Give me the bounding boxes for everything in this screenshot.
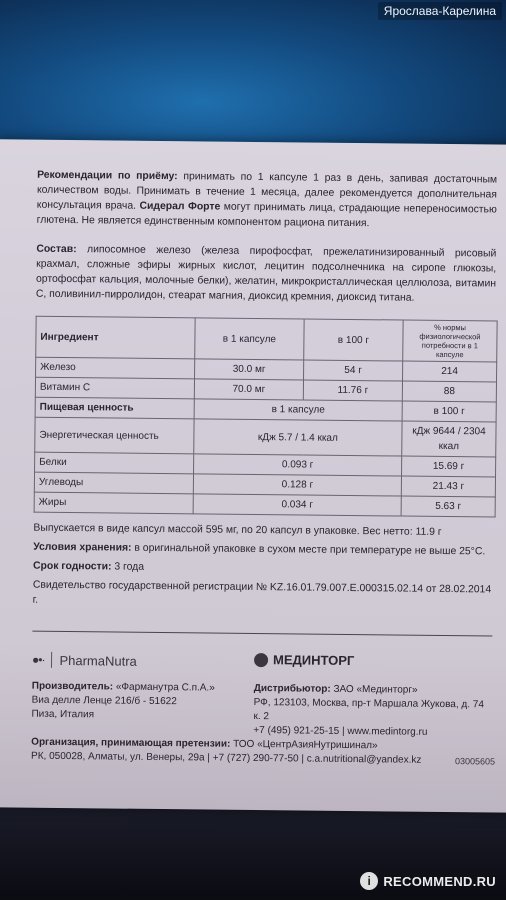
shelf-text: 3 года [111,561,145,573]
table-row [34,492,495,517]
header-per-100g: в 100 г [304,319,403,361]
table-cell: 11.76 г [303,380,402,401]
table-cell: кДж 9644 / 2304 ккал [402,421,496,457]
manufacturer-block [31,680,251,724]
recommendations-paragraph [37,168,498,233]
leaflet-content [30,168,498,767]
author-watermark: Ярослава-Карелина [378,2,502,20]
pharmanutra-logo [32,652,137,669]
distributor-contacts: +7 (495) 921-25-15 | www.medintorg.ru [253,724,428,738]
storage-label: Условия хранения: [33,541,132,554]
header-ingredient: Ингредиент [36,316,195,359]
manufacturer-label: Производитель: [31,680,114,693]
registration-certificate: Свидетельство государственной регистрации № KZ.16.01.79.007.Е.000315.02.14 от 28.02.2014 г. [32,579,492,606]
table-header-row [36,316,497,362]
header-nutrition-capsule: в 1 капсуле [194,399,402,421]
table-cell: Энергетическая ценность [35,417,194,454]
pharmanutra-name: PharmaNutra [59,652,137,669]
recommendations-text: принимать по 1 капсуле 1 раз в день, запивая достаточным количеством воды. Принимать в течение 1 месяца, далее рекомендуется дополнительная консультация врача. [36,171,498,212]
storage-text: в оригинальной упаковке в сухом месте при температуре не выше 25°С. [131,542,486,558]
distributor-name: ЗАО «Мединторг» [330,683,418,696]
table-cell: Углеводы [34,472,193,494]
batch-code: 03005605 [454,756,496,767]
table-cell: 0.034 г [193,494,401,516]
recommendations-title: Рекомендации по приёму: [37,169,178,183]
manufacturer-address: Виа делле Ленце 216/б - 51622 [31,694,177,708]
distributor-label: Дистрибьютор: [253,682,331,695]
medintorg-name: МЕДИНТОРГ [272,652,355,669]
manufacturer-city: Пиза, Италия [31,708,95,721]
details-block [33,521,494,613]
table-cell: Железо [36,357,195,379]
product-name: Сидерал Форте [139,200,221,213]
manufacturer-name: «Фарманутра С.п.А.» [113,681,215,694]
header-per-capsule: в 1 капсуле [195,318,304,360]
storage-conditions [33,540,493,560]
header-nutrition-100g: в 100 г [402,401,496,422]
composition-title: Состав: [36,243,77,256]
site-name: RECOMMEND.RU [383,873,496,889]
dots-icon: ●•· [31,652,45,667]
distributor-block [253,682,494,741]
table-cell: Жиры [34,492,193,514]
table-cell: 88 [402,381,496,402]
nutrition-table [34,316,498,518]
table-cell: 15.69 г [402,456,496,477]
table-row [35,417,496,457]
composition-text: липосомное железо (железа пирофосфат, прежелатинизированный рисовый крахмал, сложные эфиры жирных кислот, лецитин подсолнечника на сиропе глюкозы, ортофосфат кальция, молочные белки), желатин, микрокристаллическая целлюлоза, витамин С, поливинил-пирролидон, стеарат магния, диоксид кремния, диоксид титана. [35,244,497,304]
release-form: Выпускается в виде капсул массой 595 мг, по 20 капсул в упаковке. Вес нетто: 11.9 г [33,522,442,538]
table-cell: Витамин С [35,377,194,399]
table-cell: Белки [35,452,194,474]
organization-block [31,736,491,769]
shelf-life [33,559,493,579]
table-cell: 21.43 г [401,476,495,497]
site-watermark [360,872,496,890]
divider [32,631,492,637]
table-cell: 214 [403,361,497,382]
organization-address: РК, 050028, Алматы, ул. Венеры, 29а | +7 (727) 290-77-50 | c.a.nutritional@yandex.kz [30,750,422,766]
organization-name: ТОО «ЦентрАзияНутришинал» [230,738,378,752]
table-cell: 0.093 г [194,454,402,476]
table-cell: 0.128 г [193,474,401,496]
table-cell: 54 г [304,360,403,381]
leaflet-paper [0,139,506,812]
logo-divider [51,652,52,668]
recommend-logo-icon: i [360,872,378,890]
table-cell: 30.0 мг [195,359,304,380]
header-percent-norm: % нормы физиологической потребности в 1 капсуле [403,320,497,362]
medintorg-icon [254,653,268,667]
header-nutrition: Пищевая ценность [35,397,194,419]
table-cell: кДж 5.7 / 1.4 ккал [194,419,402,456]
table-cell: 5.63 г [401,496,495,517]
table-cell: 70.0 мг [194,379,303,400]
distributor-address: РФ, 123103, Москва, пр-т Маршала Жукова, д. 74 к. 2 [253,696,485,723]
medintorg-logo [254,652,354,668]
recommendations-text-2: могут принимать лица, страдающие непереносимостью глютена. Не является единственным компонентом рациона питания. [36,201,497,230]
shelf-label: Срок годности: [32,560,112,573]
composition-paragraph [36,242,497,307]
organization-label: Организация, принимающая претензии: [31,736,231,750]
